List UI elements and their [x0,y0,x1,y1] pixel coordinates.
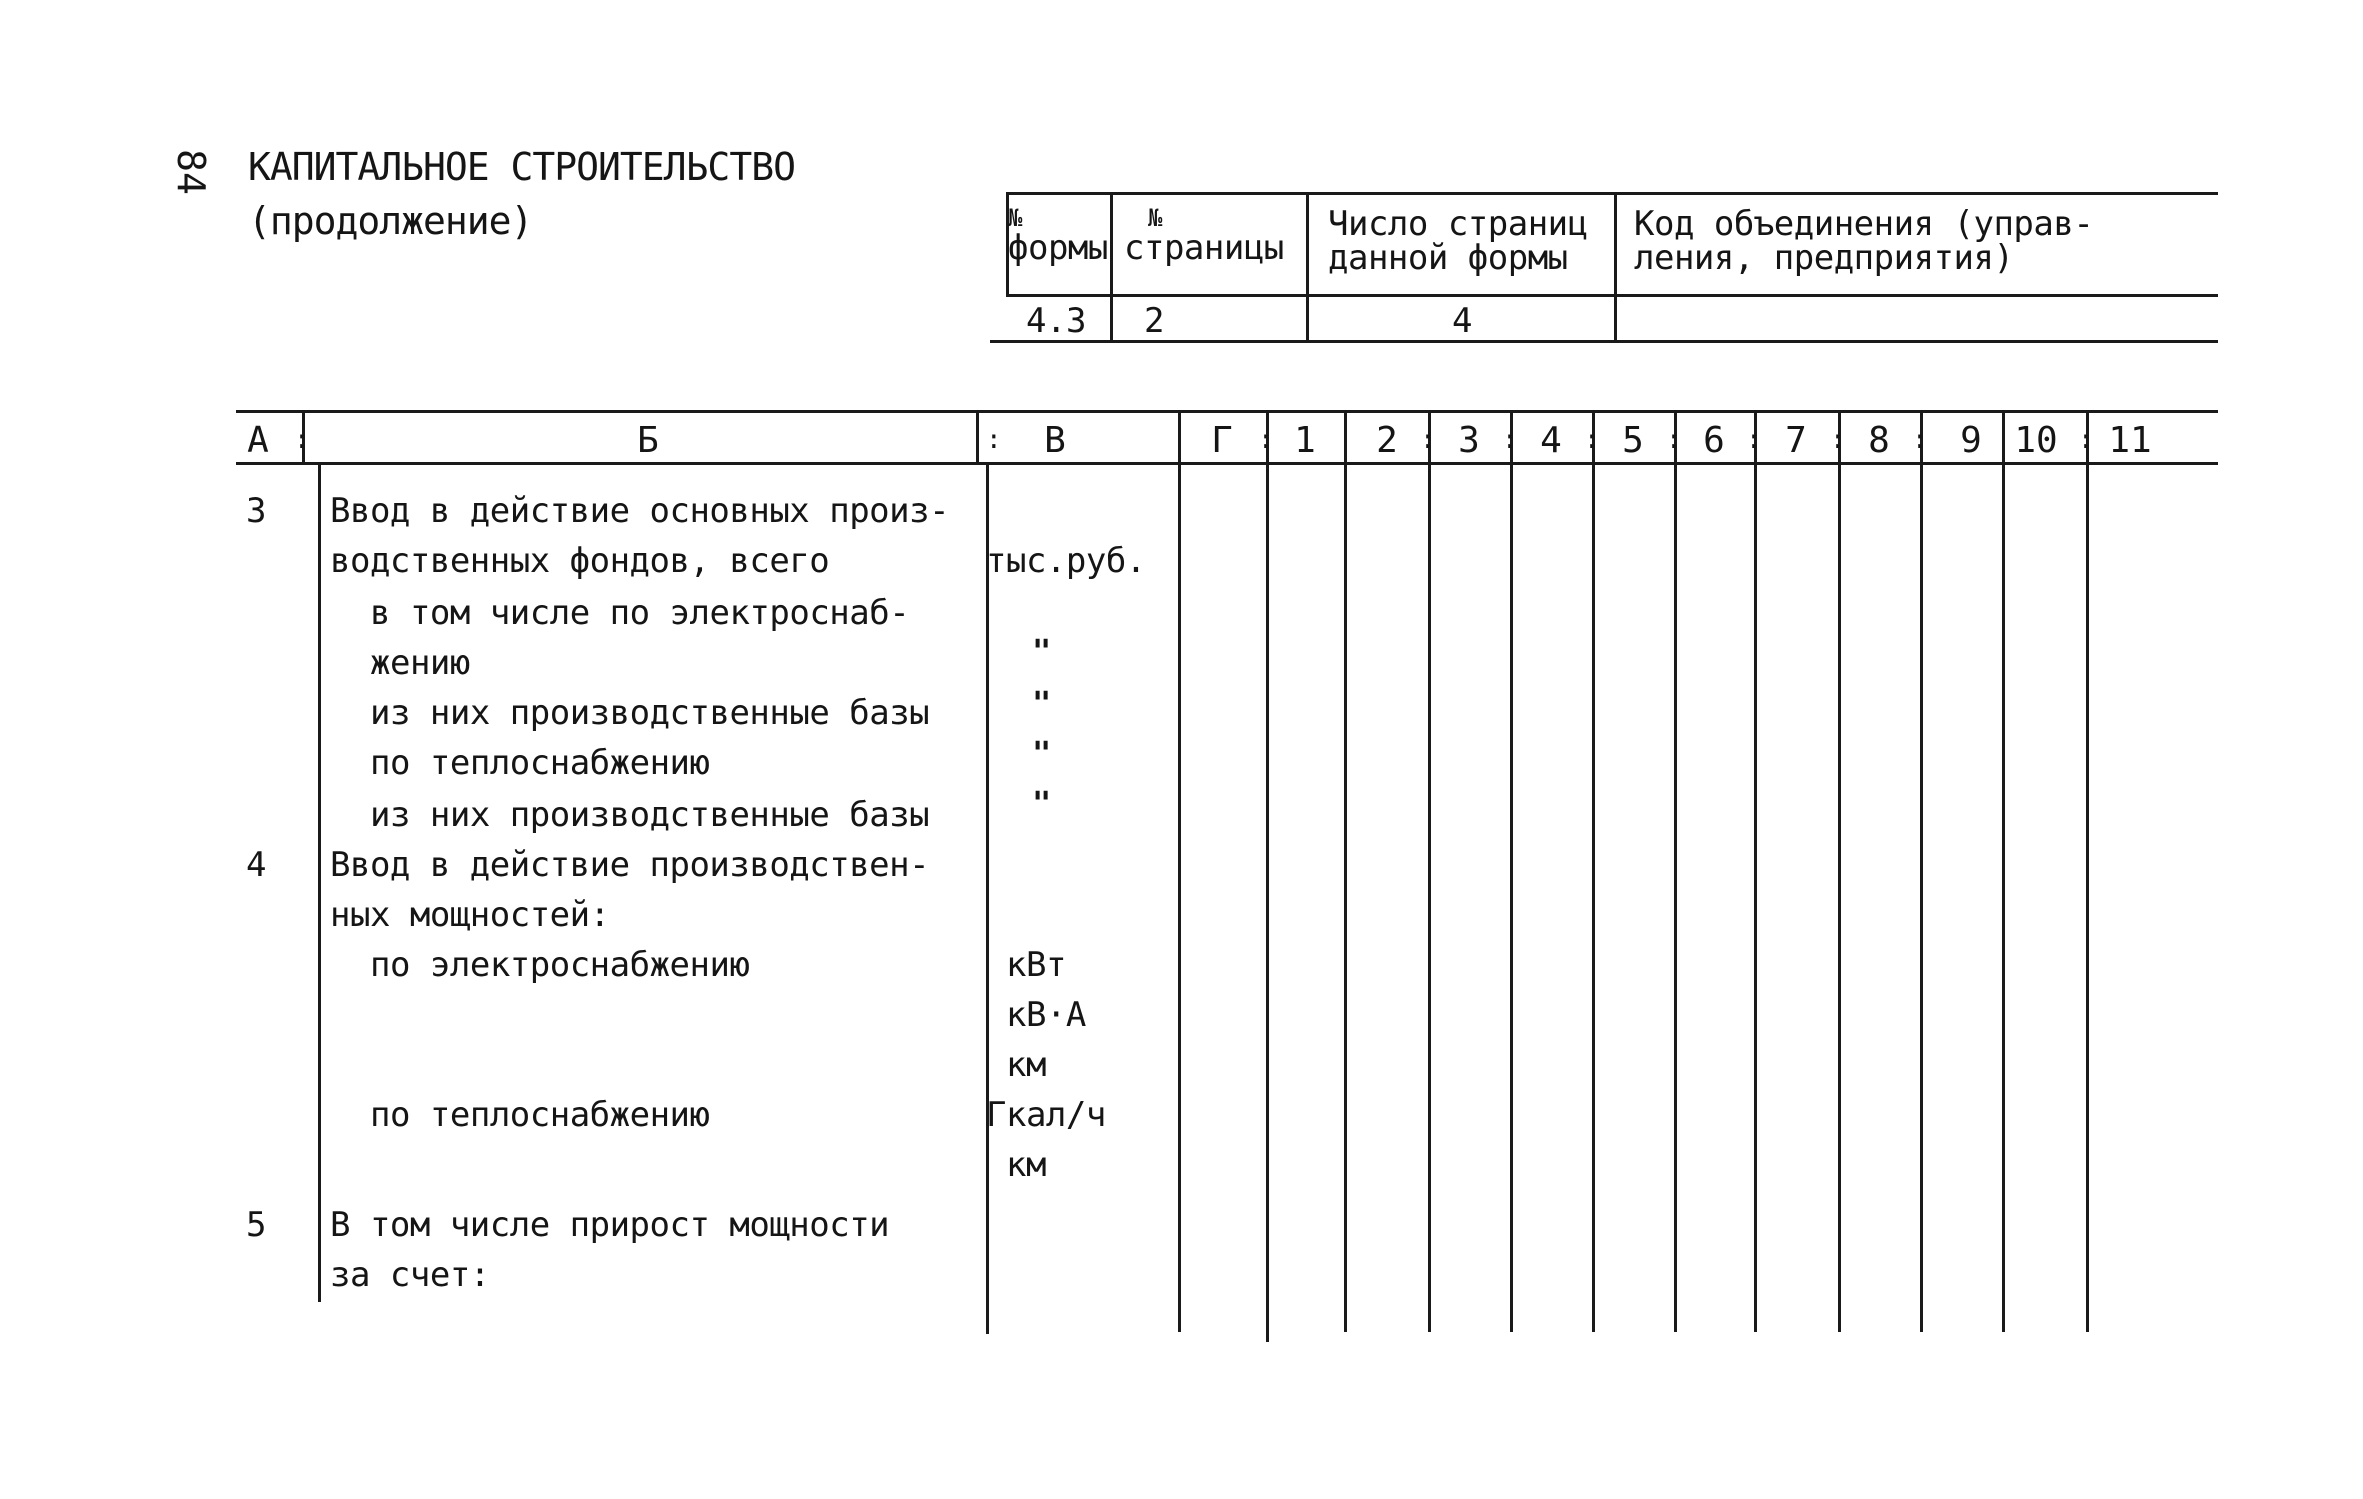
row-text-line: водственных фондов, всего [330,541,830,581]
row-text-line: по теплоснабжению [370,743,710,783]
row-unit: км [1006,1145,1046,1185]
col-header-9: 9 [1960,420,1982,461]
row-number: 3 [246,491,266,531]
col-header-6: 6 [1703,420,1725,461]
separator-mark: : [1830,425,1846,455]
row-unit-ditto: " [1032,684,1052,722]
row-text-line: ных мощностей: [330,895,610,935]
separator-mark: : [1258,425,1274,455]
form-no-value: 4.3 [1026,301,1086,341]
title-line-2: (продолжение) [248,199,533,243]
row-unit: кВт [1006,945,1066,985]
col-header-3: 3 [1458,420,1480,461]
page-no-label: № страницы [1124,204,1284,268]
col-header-11: 11 [2108,420,2152,461]
row-text-line: Ввод в действие основных произ- [330,491,950,531]
page-number: 84 [168,149,213,195]
col-header-5: 5 [1622,420,1644,461]
row-unit-ditto: " [1032,734,1052,772]
col-header-g: Г [1211,420,1233,461]
title-line-1: КАПИТАЛЬНОЕ СТРОИТЕЛЬСТВО [248,145,795,189]
row-text-line: по теплоснабжению [370,1095,710,1135]
col-header-7: 7 [1785,420,1807,461]
row-unit: тыс.руб. [986,541,1146,581]
page-no-value: 2 [1144,301,1164,341]
row-text-line: Ввод в действие производствен- [330,845,930,885]
row-text-line: из них производственные базы [370,693,930,733]
row-unit: Гкал/ч [986,1095,1106,1135]
form-no-label: № формы [1008,204,1108,268]
row-unit-ditto: " [1032,784,1052,822]
col-header-v: В [1044,420,1066,461]
separator-mark: : [1584,425,1600,455]
separator-mark: : [1666,425,1682,455]
row-unit: кВ·А [1006,995,1086,1035]
col-header-10: 10 [2014,420,2058,461]
row-text-line: по электроснабжению [370,945,750,985]
separator-mark: : [1502,425,1518,455]
col-header-a: А [247,420,269,461]
row-text-line: за счет: [330,1255,490,1295]
row-unit: км [1006,1045,1046,1085]
separator-mark: : [1912,425,1928,455]
row-text-line: из них производственные базы [370,795,930,835]
col-header-b: Б [637,420,659,461]
separator-mark: : [1746,425,1762,455]
pages-count-label: Число страниц данной формы [1328,204,1588,278]
separator-mark: : [1420,425,1436,455]
row-number: 5 [246,1205,266,1245]
separator-mark: : [294,425,310,455]
col-header-1: 1 [1294,420,1316,461]
pages-count-value: 4 [1452,301,1472,341]
document-title [248,140,795,248]
org-code-label: Код объединения (управ- ления, предприятия) [1634,204,2094,278]
row-number: 4 [246,845,266,885]
col-header-4: 4 [1540,420,1562,461]
col-header-8: 8 [1868,420,1890,461]
separator-mark: : [2078,425,2094,455]
row-text-line: в том числе по электроснаб- [370,593,910,633]
row-text-line: В том числе прирост мощности [330,1205,890,1245]
row-unit-ditto: " [1032,632,1052,670]
col-header-2: 2 [1376,420,1398,461]
row-text-line: жению [370,643,470,683]
separator-mark: : [986,425,1002,455]
